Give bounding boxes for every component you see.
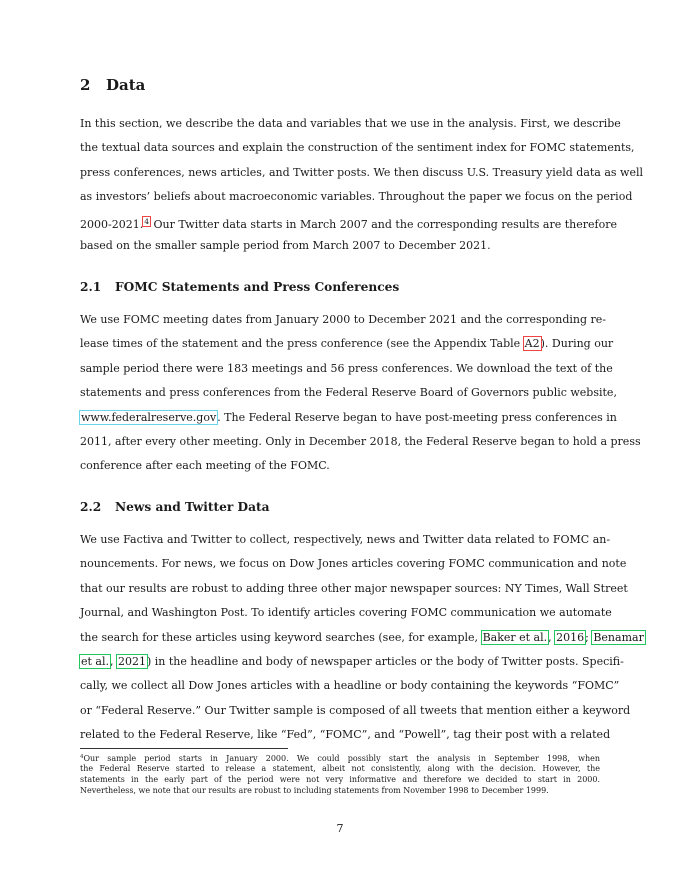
text-span: . The Federal Reserve began to have post-meeting press conferences in: [217, 410, 617, 424]
text-line: We use Factiva and Twitter to collect, respectively, news and Twitter data related to FOMC an-: [80, 533, 611, 546]
text-line: the textual data sources and explain the construction of the sentiment index for FOMC statements,: [80, 141, 635, 155]
text-line: press conferences, news articles, and Twitter posts. We then discuss U.S. Treasury yield data as well: [80, 165, 644, 179]
table-ref-link[interactable]: A2: [524, 337, 540, 351]
citation-link-baker[interactable]: Baker et al.: [482, 630, 548, 644]
footnote-line: [80, 752, 600, 763]
subsection-heading-news: [80, 500, 270, 514]
text-line: Journal, and Washington Post. To identify articles covering FOMC communication we automate: [80, 606, 612, 620]
text-line: 2011, after every other meeting. Only in December 2018, the Federal Reserve began to hold a press: [80, 434, 641, 448]
text-span: lease times of the statement and the press conference (see the Appendix Table: [80, 337, 524, 351]
subsection-number: 2.2: [80, 500, 102, 514]
text-line: cally, we collect all Dow Jones articles with a headline or body containing the keywords “FOMC”: [80, 679, 620, 693]
intro-paragraph: [80, 112, 644, 258]
text-line: sample period there were 183 meetings and 56 press conferences. We download the text of the: [80, 361, 613, 375]
text-line: [80, 406, 617, 430]
text-span: ). During our: [540, 337, 614, 351]
text-span: ,: [548, 630, 556, 644]
fomc-paragraph: [80, 308, 641, 479]
footnote-divider: [80, 748, 288, 749]
text-line: conference after each meeting of the FOMC.: [80, 459, 330, 473]
text-span: Our sample period starts in January 2000. We could possibly start the analysis in September 1998, when: [83, 754, 600, 763]
text-line: based on the smaller sample period from March 2007 to December 2021.: [80, 238, 491, 252]
text-line: as investors’ beliefs about macroeconomic variables. Throughout the paper we focus on the period: [80, 190, 633, 204]
subsection-title: News and Twitter Data: [115, 500, 270, 514]
url-link[interactable]: www.federalreserve.gov: [81, 410, 217, 424]
subsection-title: FOMC Statements and Press Conferences: [115, 280, 400, 294]
section-title: Data: [106, 76, 146, 94]
news-paragraph: [80, 528, 644, 748]
footnote-line: the Federal Reserve started to release a statement, albeit not consistently, along with the decision. However, the: [80, 764, 600, 774]
section-number: 2: [80, 76, 91, 94]
subsection-number: 2.1: [80, 280, 102, 294]
footnote-line: Nevertheless, we note that our results are robust to including statements from November 1998 to December 1999.: [80, 786, 549, 796]
text-line: [80, 626, 644, 650]
citation-year-link-baker[interactable]: 2016: [556, 630, 585, 644]
text-span: ) in the headline and body of newspaper articles or the body of Twitter posts. Specifi-: [147, 654, 624, 668]
footnote: [80, 752, 600, 796]
text-span: ,: [110, 654, 117, 668]
text-span: ;: [585, 630, 593, 644]
text-line: nouncements. For news, we focus on Dow Jones articles covering FOMC communication and note: [80, 557, 627, 571]
footnote-mark-link[interactable]: 4: [144, 216, 149, 226]
text-span: the search for these articles using keyword searches (see, for example,: [80, 630, 482, 644]
section-heading: [80, 76, 145, 94]
citation-year-link-benamar[interactable]: 2021: [118, 654, 146, 668]
citation-link-benamar-cont[interactable]: et al.: [81, 654, 109, 668]
text-span: 2000-2021.: [80, 217, 144, 231]
text-line: We use FOMC meeting dates from January 2000 to December 2021 and the corresponding re-: [80, 313, 607, 326]
text-line: that our results are robust to adding three other major newspaper sources: NY Times, Wall Street: [80, 581, 628, 595]
citation-link-benamar[interactable]: Benamar: [593, 630, 644, 644]
text-line: related to the Federal Reserve, like “Fed”, “FOMC”, and “Powell”, tag their post with a related: [80, 728, 611, 742]
subsection-heading-fomc: [80, 280, 399, 294]
text-line: In this section, we describe the data and variables that we use in the analysis. First, we describe: [80, 117, 621, 130]
text-line: [80, 332, 614, 356]
text-line: or “Federal Reserve.” Our Twitter sample is composed of all tweets that mention either a keyword: [80, 703, 631, 717]
footnote-number: 4: [80, 754, 84, 760]
page-number: 7: [336, 822, 344, 835]
text-line: statements and press conferences from the Federal Reserve Board of Governors public website,: [80, 386, 617, 400]
text-line: [80, 650, 624, 674]
footnote-line: statements in the early part of the period were not very informative and therefore we decided to start in 2000.: [80, 775, 600, 785]
text-span: Our Twitter data starts in March 2007 and the corresponding results are therefore: [149, 217, 617, 231]
text-line: [80, 210, 617, 234]
